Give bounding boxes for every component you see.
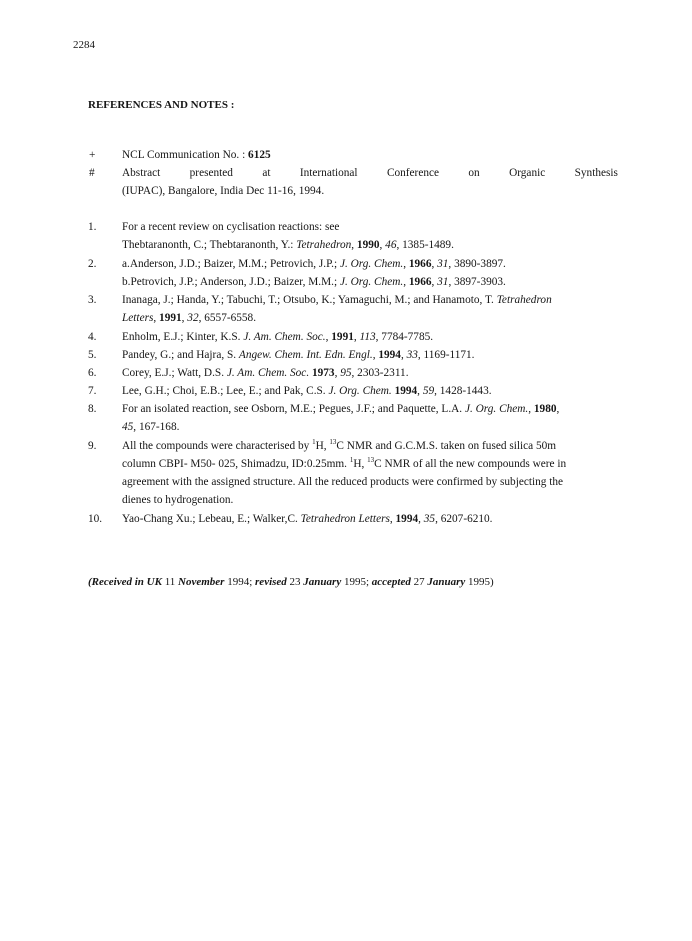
received-day: 11 bbox=[161, 576, 179, 588]
reference-journal: Tetrahedron Letters bbox=[300, 513, 390, 525]
reference-year: 1973 bbox=[311, 367, 335, 379]
reference-pages: , 3897-3903. bbox=[448, 276, 506, 288]
reference-3: 3. Inanaga, J.; Handa, Y.; Tabuchi, T.; Otsubo, K.; Yamaguchi, M.; and Hanamoto, T. Tetrahedron Letters, 1991, 32, 6557-6558. bbox=[88, 291, 616, 327]
reference-number: 7. bbox=[88, 385, 97, 397]
superscript: 13 bbox=[329, 438, 337, 447]
ncl-text: NCL Communication No. : bbox=[122, 149, 249, 161]
reference-journal: Tetrahedron bbox=[296, 239, 352, 251]
references-heading: REFERENCES AND NOTES : bbox=[88, 99, 235, 111]
received-label: (Received in UK bbox=[88, 576, 162, 588]
reference-year: 1966 bbox=[408, 258, 432, 270]
reference-number: 5. bbox=[88, 349, 97, 361]
abstract-note bbox=[88, 164, 618, 200]
reference-volume: 46 bbox=[385, 239, 397, 251]
reference-number: 3. bbox=[88, 294, 97, 306]
reference-authors: Thebtaranonth, C.; Thebtaranonth, Y.: bbox=[122, 239, 297, 251]
reference-journal: J. Org. Chem. bbox=[464, 403, 529, 415]
reference-authors: Yao-Chang Xu.; Lebeau, E.; Walker,C. bbox=[122, 513, 301, 525]
reference-number: 6. bbox=[88, 367, 97, 379]
superscript: 1 bbox=[349, 456, 354, 465]
reference-text: H, bbox=[353, 458, 368, 470]
reference-4: 4. Enholm, E.J.; Kinter, K.S. J. Am. Chem. Soc., 1991, 113, 7784-7785. bbox=[88, 328, 616, 346]
reference-volume: 113 bbox=[359, 331, 376, 343]
reference-pages: , 3890-3897. bbox=[448, 258, 506, 270]
reference-year: 1991 bbox=[159, 312, 182, 324]
reference-text: C NMR and G.C.M.S. taken on fused silica 50m bbox=[336, 440, 557, 452]
reference-volume: 59 bbox=[422, 385, 435, 397]
reference-year: 1991 bbox=[331, 331, 354, 343]
reference-pages: , 1169-1171. bbox=[417, 349, 475, 361]
received-dates-footer bbox=[88, 573, 494, 591]
reference-1: 1. For a recent review on cyclisation reactions: see Thebtaranonth, C.; Thebtaranonth, Y.: Tetrahedron, 1990, 46, 1385-1489. bbox=[88, 218, 616, 254]
reference-5: 5. Pandey, G.; and Hajra, S. Angew. Chem. Int. Edn. Engl., 1994, 33, 1169-1171. bbox=[88, 346, 616, 364]
reference-7: 7. Lee, G.H.; Choi, E.B.; Lee, E.; and Pak, C.S. J. Org. Chem. 1994, 59, 1428-1443. bbox=[88, 382, 616, 400]
reference-year: 1994 bbox=[378, 349, 401, 361]
reference-journal: J. Org. Chem. bbox=[328, 385, 392, 397]
reference-authors: a.Anderson, J.D.; Baizer, M.M.; Petrovich, J.P.; bbox=[122, 258, 340, 270]
accepted-label: accepted bbox=[371, 576, 411, 588]
accepted-year: 1995) bbox=[465, 576, 494, 588]
reference-journal: J. Am. Chem. Soc. bbox=[243, 331, 326, 343]
reference-journal: Letters bbox=[122, 312, 154, 324]
reference-number: 1. bbox=[88, 221, 97, 233]
reference-journal: Tetrahedron bbox=[496, 294, 552, 306]
reference-year: 1994 bbox=[395, 513, 419, 525]
superscript: 1 bbox=[312, 438, 316, 447]
reference-text: All the compounds were characterised by bbox=[122, 440, 313, 452]
reference-year: 1980 bbox=[533, 403, 557, 415]
reference-year: 1990 bbox=[356, 239, 380, 251]
reference-volume: 33 bbox=[406, 349, 418, 361]
accepted-day: 27 bbox=[410, 576, 428, 588]
abstract-word: Synthesis bbox=[574, 167, 618, 179]
reference-number: 2. bbox=[88, 258, 97, 270]
reference-volume: 45 bbox=[122, 421, 134, 433]
reference-number: 10. bbox=[88, 513, 103, 525]
abstract-word: Organic bbox=[509, 167, 546, 179]
reference-8: 8. For an isolated reaction, see Osborn, M.E.; Pegues, J.F.; and Paquette, L.A. J. Org. Chem., 1980, 45, 167-168. bbox=[88, 400, 616, 436]
reference-text: H, bbox=[315, 440, 330, 452]
reference-text: column CBPI- M50- 025, Shimadzu, ID:0.25mm. bbox=[122, 458, 350, 470]
reference-pages: , 1428-1443. bbox=[434, 385, 492, 397]
reference-text: agreement with the assigned structure. All the reduced products were confirmed by subjecting the bbox=[122, 476, 564, 488]
abstract-line-2: (IUPAC), Bangalore, India Dec 11-16, 1994. bbox=[122, 185, 325, 197]
reference-pages: , 6557-6558. bbox=[198, 312, 257, 324]
abstract-line-1 bbox=[122, 164, 618, 182]
revised-year: 1995; bbox=[341, 576, 372, 588]
reference-9 bbox=[88, 437, 616, 509]
revised-day: 23 bbox=[286, 576, 304, 588]
revised-label: revised bbox=[255, 576, 287, 588]
abstract-word: presented bbox=[189, 167, 233, 179]
plus-marker: + bbox=[89, 149, 96, 161]
page-number: 2284 bbox=[73, 39, 95, 51]
reference-pages: , 167-168. bbox=[133, 421, 180, 433]
reference-2: 2. a.Anderson, J.D.; Baizer, M.M.; Petrovich, J.P.; J. Org. Chem., 1966, 31, 3890-3897. b.Petrovich, J.P.; Anderson, J.D.; Baizer, M.M.; J. Org. Chem., 1966, 31, 3897-3903. bbox=[88, 255, 616, 291]
reference-volume: 95 bbox=[340, 367, 352, 379]
ncl-communication-note bbox=[88, 146, 618, 164]
reference-authors: For an isolated reaction, see Osborn, M.E.; Pegues, J.F.; and Paquette, L.A. bbox=[122, 403, 465, 415]
reference-authors: b.Petrovich, J.P.; Anderson, J.D.; Baizer, M.M.; bbox=[122, 276, 340, 288]
reference-volume: 31 bbox=[437, 258, 449, 270]
reference-pages: , 1385-1489. bbox=[396, 239, 454, 251]
reference-authors: Lee, G.H.; Choi, E.B.; Lee, E.; and Pak, C.S. bbox=[122, 385, 329, 397]
reference-journal: Angew. Chem. Int. Edn. Engl. bbox=[238, 349, 373, 361]
reference-pages: , 2303-2311. bbox=[351, 367, 409, 379]
reference-volume: 31 bbox=[437, 276, 449, 288]
reference-volume: 32 bbox=[187, 312, 199, 324]
abstract-word: Conference bbox=[386, 167, 440, 179]
revised-month: January bbox=[303, 576, 342, 588]
reference-journal: J. Am. Chem. Soc. bbox=[226, 367, 310, 379]
hash-marker: # bbox=[89, 167, 95, 179]
superscript: 13 bbox=[367, 456, 375, 465]
received-month: November bbox=[178, 576, 225, 588]
accepted-month: January bbox=[427, 576, 466, 588]
ncl-number: 6125 bbox=[248, 149, 271, 161]
reference-volume: 35 bbox=[423, 513, 436, 525]
reference-authors: Inanaga, J.; Handa, Y.; Tabuchi, T.; Otsubo, K.; Yamaguchi, M.; and Hanamoto, T. bbox=[122, 294, 497, 306]
reference-number: 4. bbox=[88, 331, 97, 343]
abstract-word: International bbox=[299, 167, 358, 179]
received-year: 1994; bbox=[224, 576, 256, 588]
reference-pages: , 6207-6210. bbox=[435, 513, 493, 525]
abstract-word: Abstract bbox=[122, 167, 161, 179]
reference-year: 1994 bbox=[394, 385, 418, 397]
reference-10: 10. Yao-Chang Xu.; Lebeau, E.; Walker,C. Tetrahedron Letters, 1994, 35, 6207-6210. bbox=[88, 510, 616, 528]
abstract-word: on bbox=[468, 167, 480, 179]
reference-authors: Corey, E.J.; Watt, D.S. bbox=[122, 367, 227, 379]
reference-authors: Enholm, E.J.; Kinter, K.S. bbox=[122, 331, 244, 343]
reference-text: For a recent review on cyclisation reactions: see bbox=[122, 221, 340, 233]
abstract-word: at bbox=[262, 167, 271, 179]
reference-journal: J. Org. Chem. bbox=[339, 276, 404, 288]
reference-year: 1966 bbox=[408, 276, 432, 288]
reference-journal: J. Org. Chem. bbox=[339, 258, 404, 270]
reference-authors: Pandey, G.; and Hajra, S. bbox=[122, 349, 239, 361]
reference-number: 8. bbox=[88, 403, 97, 415]
reference-text: dienes to hydrogenation. bbox=[122, 494, 234, 506]
reference-text: C NMR of all the new compounds were in bbox=[374, 458, 567, 470]
reference-pages: , 7784-7785. bbox=[375, 331, 434, 343]
reference-6: 6. Corey, E.J.; Watt, D.S. J. Am. Chem. Soc. 1973, 95, 2303-2311. bbox=[88, 364, 616, 382]
reference-number: 9. bbox=[88, 440, 97, 452]
